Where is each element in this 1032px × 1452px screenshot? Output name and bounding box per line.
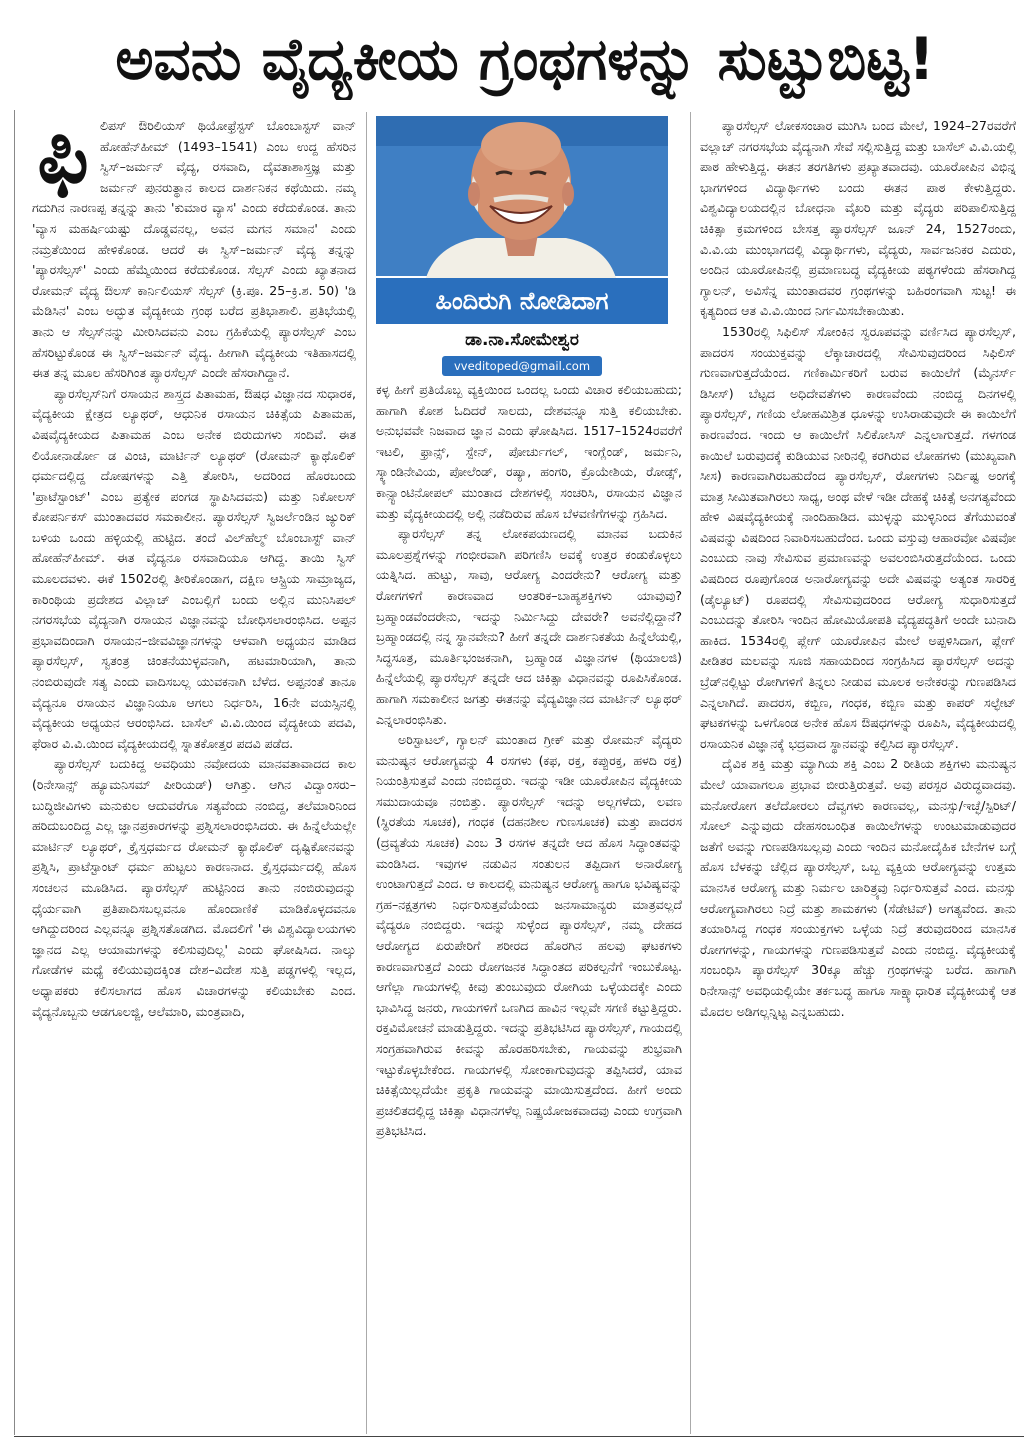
- paragraph: ಪ್ಯಾರಸೆಲ್ಸಸ್ ಬದುಕಿದ್ದ ಅವಧಿಯು ನವೋದಯ ಮಾನವತಾವಾದದ ಕಾಲ (ರಿನೇಸಾನ್ಸ್ ಹ್ಯೂಮನಿಸಮ್ ಪೀರಿಯಡ್) ಆಗಿತ್ತು. ಆಗಿನ ವಿದ್ವಾಂಸರು–ಬುದ್ಧಿಜೀವಿಗಳು ಮನುಕುಲ ಆದುವರೆಗೂ ಸತ್ಯವೆಂದು ನಂಬಿದ್ದ, ತಲೆಮಾರಿನಿಂದ ಹರಿದುಬಂದಿದ್ದ ಎಲ್ಲ ಜ್ಞಾನಪ್ರಕಾರಗಳನ್ನು ಪ್ರಶ್ನಿಸಲಾರಂಭಿಸಿದರು. ಈ ಹಿನ್ನೆಲೆಯಲ್ಲೇ ಮಾರ್ಟಿನ್ ಲ್ಯೂಥರ್, ಕ್ರೈಸ್ತಧರ್ಮದ ರೋಮನ್ ಕ್ಯಾಥೊಲಿಕ್ ದೃಷ್ಟಿಕೋನವನ್ನು ಪ್ರಶ್ನಿಸಿ, ಪ್ರಾಟೆಸ್ಟಾಂಟ್ ಧರ್ಮ ಹುಟ್ಟಲು ಕಾರಣನಾದ. ಕ್ರೈಸ್ತಧರ್ಮದಲ್ಲಿ ಹೊಸ ಸಂಚಲನ ಮೂಡಿಸಿದ. ಪ್ಯಾರಸೆಲ್ಸಸ್ ಹುಟ್ಟಿನಿಂದ ತಾನು ನಂಬಿರುವುದನ್ನು ಧೈರ್ಯವಾಗಿ ಪ್ರತಿಪಾದಿಸಬಲ್ಲವನೂ ಹೊಂದಾಣಿಕೆ ಮಾಡಿಕೊಳ್ಳದವನೂ ಆಗಿದ್ದುದರಿಂದ ಎಲ್ಲವನ್ನೂ ಪ್ರಶ್ನಿಸತೊಡಗಿದ. ಮೊದಲಿಗೆ 'ಈ ವಿಶ್ವವಿದ್ಯಾಲಯಗಳು ಜ್ಞಾನದ ಎಲ್ಲ ಆಯಾಮಗಳನ್ನು ಕಲಿಸುವುದಿಲ್ಲ' ಎಂದು ಘೋಷಿಸಿದ. ನಾಲ್ಕು ಗೋಡೆಗಳ ಮಧ್ಯೆ ಕಲಿಯುವುದಕ್ಕಿಂತ ದೇಶ–ವಿದೇಶ ಸುತ್ತಿ ಪಡ್ಡಗಳಲ್ಲಿ ಇಲ್ಲದ, ಅಧ್ಯಾಪಕರು ಕಲಿಸಲಾಗದ ಹೊಸ ವಿಚಾರಗಳನ್ನು ಕಲಿಯಬೇಕು ಎಂದ. ವೈದ್ಯನೊಬ್ಬನು ಆಡಗೂಲಜ್ಜಿ, ಆಲೆಮಾರಿ, ಮಂತ್ರವಾದಿ,: [32, 756, 356, 1019]
- paragraph: ಪ್ಯಾರಸೆಲ್ಸಸ್ ತನ್ನ ಲೋಕಪಯಣದಲ್ಲಿ ಮಾನವ ಬದುಕಿನ ಮೂಲಪ್ರಶ್ನೆಗಳನ್ನು ಗಂಭೀರವಾಗಿ ಪರಿಗಣಿಸಿ ಅವಕ್ಕೆ ಉತ್ತರ ಕಂಡುಕೊಳ್ಳಲು ಯತ್ನಿಸಿದ. ಹುಟ್ಟು, ಸಾವು, ಆರೋಗ್ಯ ಎಂದರೇನು? ಆರೋಗ್ಯ ಮತ್ತು ರೋಗಗಳಿಗೆ ಕಾರಣವಾದ ಆಂತರಿಕ–ಬಾಹ್ಯಶಕ್ತಿಗಳು ಯಾವುವು? ಬ್ರಹ್ಮಾಂಡವೆಂದರೇನು, ಇದನ್ನು ನಿರ್ಮಿಸಿದ್ದು ದೇವರೇ? ಅವನೆಲ್ಲಿದ್ದಾನೆ? ಬ್ರಹ್ಮಾಂಡದಲ್ಲಿ ನನ್ನ ಸ್ಥಾನವೇನು? ಹೀಗೆ ತನ್ನದೇ ದಾರ್ಶನಿಕತೆಯ ಹಿನ್ನೆಲೆಯಲ್ಲಿ, ಸಿದ್ಧಸೂತ್ರ, ಮೂರ್ತಿಭಂಜಕನಾಗಿ, ಬ್ರಹ್ಮಾಂಡ ವಿಜ್ಞಾನಗಳ (ಥಿಯಾಲಜಿ) ಹಿನ್ನೆಲೆಯಲ್ಲಿ ಪ್ಯಾರಸೆಲ್ಸಸ್ ತನ್ನದೇ ಆದ ಚಿಕಿತ್ಸಾ ವಿಧಾನವನ್ನು ರೂಪಿಸಿಕೊಂಡ. ಹಾಗಾಗಿ ಸಮಕಾಲೀನ ಜಗತ್ತು ಈತನನ್ನು ವೈದ್ಯವಿಜ್ಞಾನದ ಮಾರ್ಟಿನ್ ಲ್ಯೂಥರ್ ಎನ್ನಲಾರಂಭಿಸಿತು.: [376, 526, 682, 727]
- headline: ಅವನು ವೈದ್ಯಕೀಯ ಗ್ರಂಥಗಳನ್ನು ಸುಟ್ಟುಬಿಟ್ಟ!: [115, 25, 935, 93]
- paragraph: ಅರಿಸ್ಟಾಟಲ್, ಗ್ಯಾಲನ್ ಮುಂತಾದ ಗ್ರೀಕ್ ಮತ್ತು ರೋಮನ್ ವೈದ್ಯರು ಮನುಷ್ಯನ ಆರೋಗ್ಯವನ್ನು 4 ರಸಗಳು (ಕಫ, ರಕ್ತ, ಕಪ್ಪುರಕ್ತ, ಹಳದಿ ರಕ್ತ) ನಿಯಂತ್ರಿಸುತ್ತವೆ ಎಂದು ನಂಬಿದ್ದರು. ಇದನ್ನು ಇಡೀ ಯೂರೋಪಿನ ವೈದ್ಯಕೀಯ ಸಮುದಾಯವೂ ನಂಬಿತ್ತು. ಪ್ಯಾರಸೆಲ್ಸಸ್ ಇದನ್ನು ಅಲ್ಲಗಳೆದು, ಲವಣ (ಸ್ಥಿರತೆಯ ಸೂಚಕ), ಗಂಧಕ (ದಹನಶೀಲ ಗುಣಸೂಚಕ) ಮತ್ತು ಪಾದರಸ (ದ್ರವ್ಯತೆಯ ಸೂಚಕ) ಎಂಬ 3 ರಸಗಳ ತನ್ನದೇ ಆದ ಹೊಸ ಸಿದ್ಧಾಂತವನ್ನು ಮಂಡಿಸಿದ. ಇವುಗಳ ನಡುವಿನ ಸಂತುಲನ ತಪ್ಪಿದಾಗ ಅನಾರೋಗ್ಯ ಉಂಟಾಗುತ್ತದೆ ಎಂದ. ಆ ಕಾಲದಲ್ಲಿ ಮನುಷ್ಯನ ಆರೋಗ್ಯ ಹಾಗೂ ಭವಿಷ್ಯವನ್ನು ಗ್ರಹ–ನಕ್ಷತ್ರಗಳು ನಿರ್ಧರಿಸುತ್ತವೆಯೆಂದು ಜನಸಾಮಾನ್ಯರು ಮಾತ್ರವಲ್ಲದೆ ವೈದ್ಯರೂ ನಂಬಿದ್ದರು. ಇದನ್ನು ಸುಳ್ಳೆಂದ ಪ್ಯಾರಸೆಲ್ಸಸ್, ನಮ್ಮ ದೇಹದ ಆರೋಗ್ಯದ ಏರುಪೇರಿಗೆ ಶರೀರದ ಹೊರಗಿನ ಹಲವು ಘಟಕಗಳು ಕಾರಣವಾಗುತ್ತದೆ ಎಂದು ರೋಗಜನಕ ಸಿದ್ಧಾಂತದ ಪರಿಕಲ್ಪನೆಗೆ ಇಂಬುಕೊಟ್ಟ. ಆಗೆಲ್ಲಾ ಗಾಯಗಳಲ್ಲಿ ಕೀವು ತುಂಬುವುದು ರೋಗಿಯ ಒಳ್ಳೆಯದಕ್ಕೇ ಎಂದು ಭಾವಿಸಿದ್ದ ಜನರು, ಗಾಯಗಳಿಗೆ ಒಣಗಿದ ಹಾವಿನ ಇಲ್ಲವೇ ಸಗಣಿ ಕಟ್ಟುತ್ತಿದ್ದರು. ರಕ್ತವಿಮೋಚನೆ ಮಾಡುತ್ತಿದ್ದರು. ಇದನ್ನು ಪ್ರತಿಭಟಿಸಿದ ಪ್ಯಾರಸೆಲ್ಸಸ್, ಗಾಯದಲ್ಲಿ ಸಂಗ್ರಹವಾಗಿರುವ ಕೀವನ್ನು ಹೊರಹರಿಸಬೇಕು, ಗಾಯವನ್ನು ಶುಭ್ರವಾಗಿ ಇಟ್ಟುಕೊಳ್ಳಬೇಕೆಂದ. ಗಾಯಗಳಲ್ಲಿ ಸೋಂಕಾಗುವುದನ್ನು ತಪ್ಪಿಸಿದರೆ, ಯಾವ ಚಿಕಿತ್ಸೆಯಿಲ್ಲದೆಯೇ ಪ್ರಕೃತಿ ಗಾಯವನ್ನು ಮಾಯಿಸುತ್ತದೆಂದ. ಹೀಗೆ ಅಂದು ಪ್ರಚಲಿತದಲ್ಲಿದ್ದ ಚಿಕಿತ್ಸಾ ವಿಧಾನಗಳೆಲ್ಲ ನಿಷ್ಪ್ರಯೋಜಕವಾದವು ಎಂದು ಉಗ್ರವಾಗಿ ಪ್ರತಿಭಟಿಸಿದ.: [376, 732, 682, 1139]
- paragraph: ಕಳ್ಳ ಹೀಗೆ ಪ್ರತಿಯೊಬ್ಬ ವ್ಯಕ್ತಿಯಿಂದ ಒಂದಲ್ಲ ಒಂದು ವಿಚಾರ ಕಲಿಯಬಹುದು; ಹಾಗಾಗಿ ಕೋಶ ಓದಿದರೆ ಸಾಲದು, ದೇಶವನ್ನೂ ಸುತ್ತಿ ಕಲಿಯಬೇಕು. ಅನುಭವವೇ ನಿಜವಾದ ಜ್ಞಾನ ಎಂದು ಘೋಷಿಸಿದ. 1517–1524ರವರೆಗೆ ಇಟಲಿ, ಫ್ರಾನ್ಸ್, ಸ್ಪೇನ್, ಪೋರ್ಚುಗಲ್, ಇಂಗ್ಲೆಂಡ್, ಜರ್ಮನಿ, ಸ್ಕ್ಯಾಂಡಿನೇವಿಯ, ಪೋಲೆಂಡ್, ರಷ್ಯಾ, ಹಂಗರಿ, ಕ್ರೊಯೇಶಿಯ, ರೋಡ್ಸ್, ಕಾನ್ಸ್ಟಾಂಟಿನೋಪಲ್ ಮುಂತಾದ ದೇಶಗಳಲ್ಲಿ ಸಂಚರಿಸಿ, ರಸಾಯನ ವಿಜ್ಞಾನ ಮತ್ತು ವೈದ್ಯಕೀಯದಲ್ಲಿ ಅಲ್ಲಿ ನಡೆದಿರುವ ಹೊಸ ಬೆಳವಣಿಗೆಗಳನ್ನು ಗ್ರಹಿಸಿದ.: [376, 382, 682, 521]
- author-portrait: [416, 116, 626, 278]
- column-divider-1: [366, 112, 367, 1434]
- bottom-border-rule: [14, 1436, 1024, 1437]
- column-divider-2: [690, 112, 691, 1434]
- column-title-banner: ಹಿಂದಿರುಗಿ ನೋಡಿದಾಗ: [376, 278, 668, 324]
- paragraph: ಪ್ಯಾರಸೆಲ್ಸಸ್ ಲೋಕಸಂಚಾರ ಮುಗಿಸಿ ಬಂದ ಮೇಲೆ, 1924–27ರವರೆಗೆ ವಲ್ಲಾಚ್ ನಗರಸಭೆಯ ವೈದ್ಯನಾಗಿ ಸೇವೆ ಸಲ್ಲಿಸುತ್ತಿದ್ದ ಮತ್ತು ಬಾಸೆಲ್ ವಿ.ವಿ.ಯಲ್ಲಿ ಪಾಠ ಹೇಳುತ್ತಿದ್ದ. ಈತನ ತರಗತಿಗಳು ಪ್ರಖ್ಯಾತವಾದವು. ಯೂರೋಪಿನ ವಿಭಿನ್ನ ಭಾಗಗಳಿಂದ ವಿದ್ಯಾರ್ಥಿಗಳು ಬಂದು ಈತನ ಪಾಠ ಕೇಳುತ್ತಿದ್ದರು. ವಿಶ್ವವಿದ್ಯಾಲಯದಲ್ಲಿನ ಬೋಧನಾ ವೈಖರಿ ಮತ್ತು ವೈದ್ಯರು ಪರಿಪಾಲಿಸುತ್ತಿದ್ದ ಚಿಕಿತ್ಸಾ ಕ್ರಮಗಳಿಂದ ಬೇಸತ್ತ ಪ್ಯಾರಸೆಲ್ಸಸ್ ಜೂನ್ 24, 1527ರಂದು, ವಿ.ವಿ.ಯ ಮುಂಭಾಗದಲ್ಲಿ ವಿದ್ಯಾರ್ಥಿಗಳು, ವೈದ್ಯರು, ಸಾರ್ವಜನಿಕರ ಎದುರು, ಅಂದಿನ ಯೂರೋಪಿನಲ್ಲಿ ಪ್ರಮಾಣಬದ್ಧ ವೈದ್ಯಕೀಯ ಪಠ್ಯಗಳೆಂದು ಹೆಸರಾಗಿದ್ದ ಗ್ಯಾಲನ್, ಅವಿಸೆನ್ನ ಮುಂತಾದವರ ಗ್ರಂಥಗಳನ್ನು ಬಹಿರಂಗವಾಗಿ ಸುಟ್ಟ! ಈ ಕೃತ್ಯದಿಂದ ಆತ ವಿ.ವಿ.ಯಿಂದ ನಿರ್ಗಮಿಸಬೇಕಾಯಿತು.: [700, 118, 1016, 319]
- author-name: ಡಾ.ನಾ.ಸೋಮೇಶ್ವರ: [465, 330, 579, 350]
- article-column-3: [700, 116, 1016, 1434]
- article-column-1: [32, 116, 356, 1434]
- paragraph: ಲಿಪಸ್ ಔರಿಲಿಯಸ್ ಥಿಯೋಫ್ರೆಸ್ಟಸ್ ಬೊಂಬಾಸ್ಟಸ್ ವಾನ್ ಹೋಹೆನ್‌ಹೀಮ್ (1493–1541) ಎಂಬ ಉದ್ದ ಹೆಸರಿನ ಸ್ವಿಸ್–ಜರ್ಮನ್ ವೈದ್ಯ, ರಸವಾದಿ, ದೈವತಾಶಾಸ್ತ್ರಜ್ಞ ಮತ್ತು ಜರ್ಮನ್ ಪುನರುತ್ಥಾನ ಕಾಲದ ದಾರ್ಶನಿಕನ ಕಥೆಯಿದು. ನಮ್ಮ ಗದುಗಿನ ನಾರಣಪ್ಪ ತನ್ನನ್ನು ತಾನು 'ಕುಮಾರ ವ್ಯಾಸ' ಎಂದು ಕರೆದುಕೊಂಡ. ತಾನು 'ವ್ಯಾಸ ಮಹರ್ಷಿಯಷ್ಟು ದೊಡ್ಡವನಲ್ಲ, ಅವನ ಮಗನ ಸಮಾನ' ಎಂದು ನಮ್ರತೆಯಿಂದ ಹೇಳಿಕೊಂಡ. ಆದರೆ ಈ ಸ್ವಿಸ್–ಜರ್ಮನ್ ವೈದ್ಯ ತನ್ನನ್ನು 'ಪ್ಯಾರಸೆಲ್ಸಸ್' ಎಂದು ಹೆಮ್ಮೆಯಿಂದ ಕರೆದುಕೊಂಡ. ಸೆಲ್ಸಸ್ ಎಂದು ಖ್ಯಾತನಾದ ರೋಮನ್ ವೈದ್ಯ ಔಲಸ್ ಕಾರ್ನಿಲಿಯಸ್ ಸೆಲ್ಸಸ್ (ಕ್ರಿ.ಪೂ. 25–ಕ್ರಿ.ಶ. 50) 'ಡಿ ಮೆಡಿಸಿನ' ಎಂಬ ಅದ್ಭುತ ವೈದ್ಯಕೀಯ ಗ್ರಂಥ ಬರೆದ ಪ್ರತಿಭಾಶಾಲಿ. ಪ್ರತಿಭೆಯಲ್ಲಿ ತಾನು ಆ ಸೆಲ್ಸಸ್‌ನನ್ನು ಮೀರಿಸಿದವನು ಎಂಬ ಗ್ರಹಿಕೆಯಲ್ಲಿ ಪ್ಯಾರಸೆಲ್ಸಸ್ ಎಂಬ ಹೆಸರಿಟ್ಟುಕೊಂಡ ಈ ಸ್ವಿಸ್–ಜರ್ಮನ್ ವೈದ್ಯ. ಹೀಗಾಗಿ ವೈದ್ಯಕೀಯ ಇತಿಹಾಸದಲ್ಲಿ ಈತ ತನ್ನ ಮೂಲ ಹೆಸರಿಗಿಂತ ಪ್ಯಾರಸೆಲ್ಸಸ್ ಎಂದೇ ಹೆಸರಾಗಿದ್ದಾನೆ.: [32, 118, 356, 381]
- article-column-2: [376, 380, 682, 1434]
- drop-cap: ಫಿ: [37, 116, 89, 201]
- paragraph: ಪ್ಯಾರಸೆಲ್ಸಸ್‌ನಿಗೆ ರಸಾಯನ ಶಾಸ್ತ್ರದ ಪಿತಾಮಹ, ಔಷಧ ವಿಜ್ಞಾನದ ಸುಧಾರಕ, ವೈದ್ಯಕೀಯ ಕ್ಷೇತ್ರದ ಲ್ಯೂಥರ್, ಆಧುನಿಕ ರಸಾಯನ ಚಿಕಿತ್ಸೆಯ ಪಿತಾಮಹ, ವಿಷವೈದ್ಯಕೀಯದ ಪಿತಾಮಹ ಎಂಬ ಅನೇಕ ಬಿರುದುಗಳು ಸಂದಿವೆ. ಈತ ಲಿಯೋನಾರ್ಡೋ ಡ ವಿಂಚಿ, ಮಾರ್ಟಿನ್ ಲ್ಯೂಥರ್ (ರೋಮನ್ ಕ್ಯಾಥೊಲಿಕ್ ಧರ್ಮದಲ್ಲಿದ್ದ ದೋಷಗಳನ್ನು ಎತ್ತಿ ತೋರಿಸಿ, ಅದರಿಂದ ಹೊರಬಂದು 'ಪ್ರಾಟೆಸ್ಟಾಂಟ್' ಎಂಬ ಪ್ರತ್ಯೇಕ ಪಂಗಡ ಸ್ಥಾಪಿಸಿದವನು) ಮತ್ತು ನಿಕೋಲಸ್ ಕೋಪರ್ನಿಕಸ್ ಮುಂತಾದವರ ಸಮಕಾಲೀನ. ಪ್ಯಾರಸೆಲ್ಸಸ್ ಸ್ವಿಜರ್ಲೆಂಡಿನ ಜ್ಯುರಿಕ್ ಬಳಿಯ ಒಂದು ಹಳ್ಳಿಯಲ್ಲಿ ಹುಟ್ಟಿದ. ತಂದೆ ವಿಲ್‌ಹೆಲ್ಮ್ ಬೊಂಬಾಸ್ಟ್ ವಾನ್ ಹೋಹೆನ್‌ಹೀಮ್. ಈತ ವೈದ್ಯನೂ ರಸವಾದಿಯೂ ಆಗಿದ್ದ. ತಾಯಿ ಸ್ವಿಸ್ ಮೂಲದವಳು. ಈಕೆ 1502ರಲ್ಲಿ ತೀರಿಕೊಂಡಾಗ, ದಕ್ಷಿಣ ಆಸ್ಟ್ರಿಯ ಸಾಮ್ರಾಜ್ಯದ, ಕಾರಿಂಥಿಯ ಪ್ರದೇಶದ ವಿಲ್ಲಾಚ್ ಎಂಬಲ್ಲಿಗೆ ಬಂದು ಅಲ್ಲಿನ ಮುನಿಸಿಪಲ್ ನಗರಸಭೆಯ ವೈದ್ಯನಾಗಿ ರಸಾಯನ ವಿಜ್ಞಾನವನ್ನು ಬೋಧಿಸಲಾರಂಭಿಸಿದ. ಅಪ್ಪನ ಪ್ರಭಾವದಿಂದಾಗಿ ರಸಾಯನ–ಜೀವವಿಜ್ಞಾನಗಳನ್ನು ಆಳವಾಗಿ ಅಧ್ಯಯನ ಮಾಡಿದ ಪ್ಯಾರಸೆಲ್ಸಸ್, ಸ್ವತಂತ್ರ ಚಿಂತನೆಯುಳ್ಳವನಾಗಿ, ಹಟಮಾರಿಯಾಗಿ, ತಾನು ನಂಬಿರುವುದೇ ಸತ್ಯ ಎಂದು ವಾದಿಸಬಲ್ಲ ಯುವಕನಾಗಿ ಬೆಳೆದ. ಅಪ್ಪನಂತೆ ತಾನೂ ವೈದ್ಯನೂ ರಸಾಯನ ವಿಜ್ಞಾನಿಯೂ ಆಗಲು ನಿರ್ಧರಿಸಿ, 16ನೇ ವಯಸ್ಸಿನಲ್ಲಿ ವೈದ್ಯಕೀಯ ಅಧ್ಯಯನ ಆರಂಭಿಸಿದ. ಬಾಸೆಲ್ ವಿ.ವಿ.ಯಿಂದ ವೈದ್ಯಕೀಯ ಪದವಿ, ಫೆರಾರ ವಿ.ವಿ.ಯಿಂದ ವೈದ್ಯಕೀಯದಲ್ಲಿ ಸ್ನಾತಕೋತ್ತರ ಪದವಿ ಪಡೆದ.: [32, 385, 356, 751]
- paragraph: 1530ರಲ್ಲಿ ಸಿಫಿಲಿಸ್ ಸೋಂಕಿನ ಸ್ವರೂಪವನ್ನು ವರ್ಣಿಸಿದ ಪ್ಯಾರಸೆಲ್ಸಸ್, ಪಾದರಸ ಸಂಯುಕ್ತವನ್ನು ಲೆಕ್ಕಾಚಾರದಲ್ಲಿ ಸೇವಿಸುವುದರಿಂದ ಸಿಫಿಲಿಸ್ ಗುಣವಾಗುತ್ತದೆಯೆಂದ. ಗಣಿಕಾರ್ಮಿಕರಿಗೆ ಬರುವ ಕಾಯಿಲೆಗೆ (ಮೈನರ್ಸ್ ಡಿಸೀಸ್) ಬೆಟ್ಟದ ಅಧಿದೇವತೆಗಳು ಕಾರಣವೆಂದು ನಂಬಿದ್ದ ದಿನಗಳಲ್ಲಿ ಪ್ಯಾರಸೆಲ್ಸಸ್, ಗಣಿಯ ಲೋಹಮಿಶ್ರಿತ ಧೂಳನ್ನು ಉಸಿರಾಡುವುದೇ ಈ ಕಾಯಿಲೆಗೆ ಕಾರಣವೆಂದ. ಇಂದು ಆ ಕಾಯಿಲೆಗೆ ಸಿಲಿಕೋಸಿಸ್ ಎನ್ನಲಾಗುತ್ತದೆ. ಗಳಗಂಡ ಕಾಯಿಲೆ ಬರುವುದಕ್ಕೆ ಕುಡಿಯುವ ನೀರಿನಲ್ಲಿ ಕರಗಿರುವ ಲೋಹಗಳು (ಮುಖ್ಯವಾಗಿ ಸೀಸ) ಕಾರಣವಾಗಿರಬಹುದೆಂದ ಪ್ಯಾರಸೆಲ್ಸಸ್, ರೋಗಗಳು ನಿರ್ದಿಷ್ಟ ಅಂಗಕ್ಕೆ ಮಾತ್ರ ಸೀಮಿತವಾಗಿರಲು ಸಾಧ್ಯ, ಅಂಥ ವೇಳೆ ಇಡೀ ದೇಹಕ್ಕೆ ಚಿಕಿತ್ಸೆ ಅನಗತ್ಯವೆಂದು ಹೇಳಿ ವಿಷವೈದ್ಯಕೀಯಕ್ಕೆ ನಾಂದಿಹಾಡಿದ. ಮುಳ್ಳನ್ನು ಮುಳ್ಳಿನಿಂದ ತೆಗೆಯುವಂತೆ ವಿಷವನ್ನು ವಿಷದಿಂದ ನಿವಾರಿಸಬಹುದೆಂದ. ಒಂದು ವಸ್ತುವು ಆಹಾರವೋ ವಿಷವೋ ಎಂಬುದು ನಾವು ಸೇವಿಸುವ ಪ್ರಮಾಣವನ್ನು ಅವಲಂಬಿಸಿರುತ್ತದೆಯೆಂದ. ಒಂದು ವಿಷದಿಂದ ರೂಪುಗೊಂಡ ಅನಾರೋಗ್ಯವನ್ನು ಅದೇ ವಿಷವನ್ನು ಅತ್ಯಂತ ಸಾರರಿಕ್ತ (ಡೈಲ್ಯೂಟ್) ರೂಪದಲ್ಲಿ ಸೇವಿಸುವುದರಿಂದ ಆರೋಗ್ಯ ಸುಧಾರಿಸುತ್ತದೆ ಎಂಬುದನ್ನು ತೋರಿಸಿ ಇಂದಿನ ಹೋಮಿಯೋಪತಿ ವೈದ್ಯಪದ್ಧತಿಗೆ ಅಂದೇ ಬುನಾದಿ ಹಾಕಿದ. 1534ರಲ್ಲಿ ಪ್ಲೇಗ್ ಯೂರೋಪಿನ ಮೇಲೆ ಅಪ್ಪಳಿಸಿದಾಗ, ಪ್ಲೇಗ್ ಪೀಡಿತರ ಮಲವನ್ನು ಸೂಜಿ ಸಹಾಯದಿಂದ ಸಂಗ್ರಹಿಸಿದ ಪ್ಯಾರಸೆಲ್ಸಸ್ ಅದನ್ನು ಬ್ರೆಡ್‌ನಲ್ಲಿಟ್ಟು ರೋಗಿಗಳಿಗೆ ತಿನ್ನಲು ನೀಡುವ ಮೂಲಕ ಅನೇಕರನ್ನು ಗುಣಪಡಿಸಿದ ಎನ್ನಲಾಗಿದೆ. ಪಾದರಸ, ಕಬ್ಬಿಣ, ಗಂಧಕ, ಕಬ್ಬಿಣ ಮತ್ತು ಕಾಪರ್ ಸಲ್ಫೇಟ್ ಘಟಕಗಳನ್ನು ಒಳಗೊಂಡ ಅನೇಕ ಹೊಸ ಔಷಧಗಳನ್ನು ರೂಪಿಸಿ, ವೈದ್ಯಕೀಯದಲ್ಲಿ ರಸಾಯನಿಕ ವಿಜ್ಞಾನಕ್ಕೆ ಭದ್ರವಾದ ಸ್ಥಾನವನ್ನು ಕಲ್ಪಿಸಿದ ಪ್ಯಾರಸೆಲ್ಸಸ್.: [700, 323, 1016, 751]
- author-email[interactable]: vveditoped@gmail.com: [442, 356, 602, 376]
- column-header-block: [376, 116, 668, 378]
- paragraph: ದೈವಿಕ ಶಕ್ತಿ ಮತ್ತು ಮ್ಯಾಗಿಯ ಶಕ್ತಿ ಎಂಬ 2 ರೀತಿಯ ಶಕ್ತಿಗಳು ಮನುಷ್ಯನ ಮೇಲೆ ಯಾವಾಗಲೂ ಪ್ರಭಾವ ಬೀರುತ್ತಿರುತ್ತವೆ. ಅವು ಪರಸ್ಪರ ವಿರುದ್ಧವಾದವು. ಮನೋರೋಗ ತಲೆದೋರಲು ದೆವ್ವಗಳು ಕಾರಣವಲ್ಲ, ಮನಸ್ಸು/ಇಚ್ಛೆ/ಸ್ಪಿರಿಟ್/ಸೋಲ್ ಎನ್ನುವುದು ದೇಹಸಂಬಂಧಿತ ಕಾಯಿಲೆಗಳನ್ನು ಉಂಟುಮಾಡುವುದರ ಜತೆಗೆ ಅವನ್ನು ಗುಣಪಡಿಸಬಲ್ಲವು ಎಂದು ಇಂದಿನ ಮನೋದೈಹಿಕ ಬೇನೆಗಳ ಬಗ್ಗೆ ಹೊಸ ಬೆಳಕನ್ನು ಚೆಲ್ಲಿದ ಪ್ಯಾರಸೆಲ್ಸಸ್, ಒಬ್ಬ ವ್ಯಕ್ತಿಯ ಆರೋಗ್ಯವನ್ನು ಉತ್ತಮ ಮಾನಸಿಕ ಆರೋಗ್ಯ ಮತ್ತು ನಿರ್ಮಲ ಚಾರಿತ್ರ್ಯವು ನಿರ್ಧರಿಸುತ್ತವೆ ಎಂದ. ಮನಸ್ಸು ಆರೋಗ್ಯವಾಗಿರಲು ನಿದ್ರೆ ಮತ್ತು ಶಾಮಕಗಳು (ಸೆಡೇಟಿವ್) ಅಗತ್ಯವೆಂದ. ತಾನು ತಯಾರಿಸಿದ್ದ ಗಂಧಕ ಸಂಯುಕ್ತಗಳು ಒಳ್ಳೆಯ ನಿದ್ರೆ ತರುವುದರಿಂದ ಮಾನಸಿಕ ರೋಗಗಳನ್ನು, ಗಾಯಗಳನ್ನು ಗುಣಪಡಿಸುತ್ತವೆ ಎಂದು ನಂಬಿದ್ದ. ವೈದ್ಯಕೀಯಕ್ಕೆ ಸಂಬಂಧಿಸಿ ಪ್ಯಾರಸೆಲ್ಸಸ್ 30ಕ್ಕೂ ಹೆಚ್ಚು ಗ್ರಂಥಗಳನ್ನು ಬರೆದ. ಹಾಗಾಗಿ ರಿನೇಸಾನ್ಸ್ ಅವಧಿಯಲ್ಲಿಯೇ ತರ್ಕಬದ್ಧ ಹಾಗೂ ಸಾಕ್ಷ್ಯಾಧಾರಿತ ವೈದ್ಯಕೀಯಕ್ಕೆ ಆತ ಮೊದಲ ಅಡಿಗಲ್ಲನ್ನಿಟ್ಟ ಎನ್ನಬಹುದು.: [700, 756, 1016, 1019]
- left-border-rule: [14, 110, 15, 1435]
